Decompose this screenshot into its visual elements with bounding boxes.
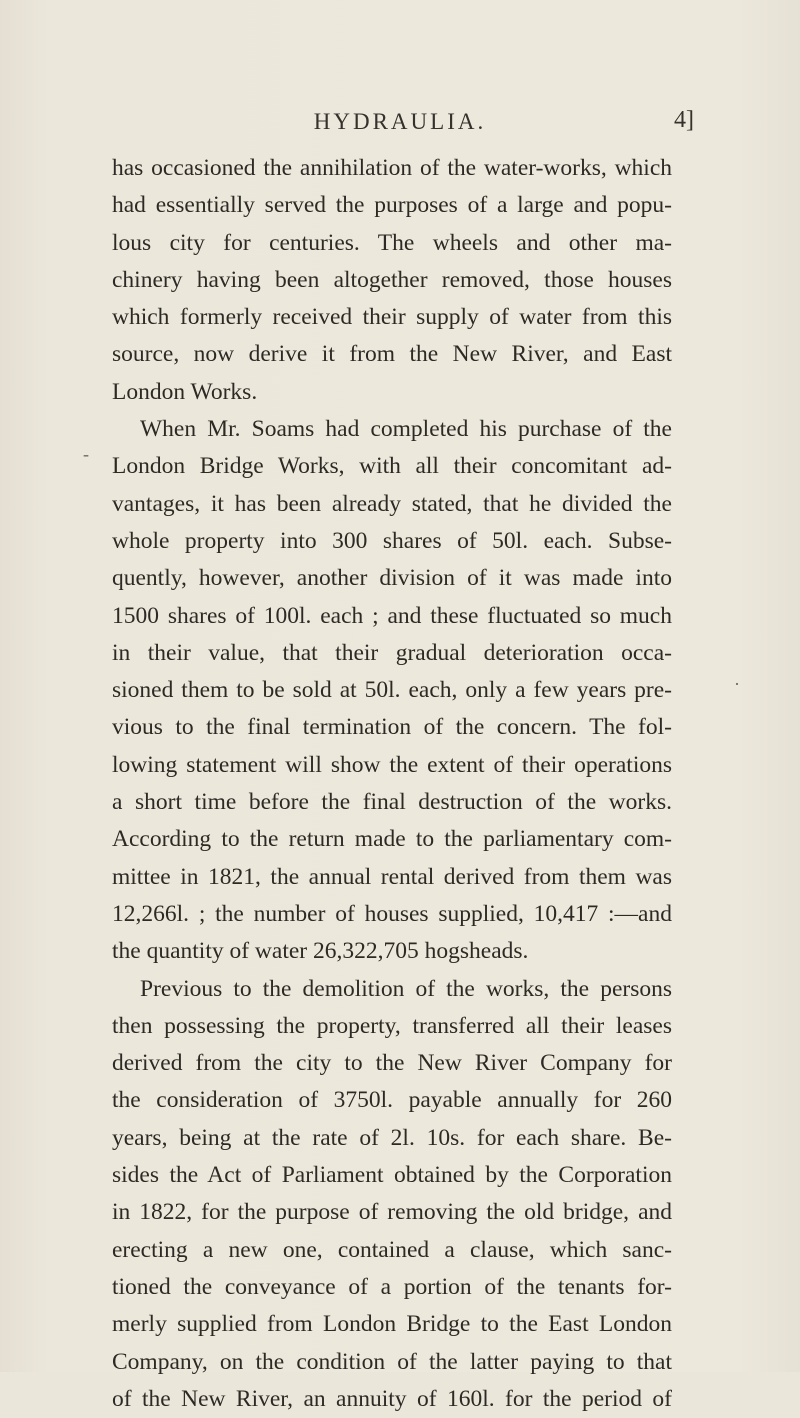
text-line: years, being at the rate of 2l. 10s. for each share. Be- — [112, 1124, 672, 1151]
body-text — [112, 150, 672, 1418]
text-line: derived from the city to the New River Company for — [112, 1050, 672, 1077]
text-line: 1500 shares of 100l. each ; and these fluctuated so much — [112, 602, 672, 629]
paragraph-start-line: Previous to the demolition of the works, the persons — [140, 975, 672, 1002]
text-line: source, now derive it from the New River, and East — [112, 341, 672, 368]
text-line: then possessing the property, transferred all their leases — [112, 1012, 672, 1039]
text-line: whole property into 300 shares of 50l. each. Subse- — [112, 527, 672, 554]
text-line: lous city for centuries. The wheels and other ma- — [112, 229, 672, 256]
running-title: HYDRAULIA. — [313, 109, 487, 134]
text-line: which formerly received their supply of water from this — [112, 304, 672, 331]
paragraph-start-line: When Mr. Soams had completed his purchase of the — [140, 416, 672, 443]
text-line: had essentially served the purposes of a large and popu- — [112, 192, 672, 219]
text-line: London Bridge Works, with all their concomitant ad- — [112, 453, 672, 480]
text-line: erecting a new one, contained a clause, which sanc- — [112, 1236, 672, 1263]
text-line: sioned them to be sold at 50l. each, only a few years pre- — [112, 677, 672, 704]
text-line: lowing statement will show the extent of their operations — [112, 751, 672, 778]
text-line: vantages, it has been already stated, that he divided the — [112, 490, 672, 517]
paragraph-end-line: London Works. — [112, 378, 258, 405]
text-line: quently, however, another division of it was made into — [112, 565, 672, 592]
text-line: in 1822, for the purpose of removing the old bridge, and — [112, 1199, 672, 1226]
running-head — [0, 105, 800, 141]
text-line: 12,266l. ; the number of houses supplied, 10,417 :—and — [112, 900, 672, 927]
margin-dot: · — [734, 674, 740, 694]
margin-dash: - — [83, 444, 89, 464]
text-line: has occasioned the annihilation of the water-works, which — [112, 155, 672, 181]
text-line: According to the return made to the parliamentary com- — [112, 826, 672, 853]
text-line: a short time before the final destruction of the works. — [112, 789, 672, 816]
text-line: mittee in 1821, the annual rental derived from them was — [112, 863, 672, 890]
paragraph-end-line: the quantity of water 26,322,705 hogsheads. — [112, 938, 529, 965]
text-line: vious to the final termination of the concern. The fol- — [112, 714, 672, 741]
text-line: sides the Act of Parliament obtained by the Corporation — [112, 1162, 672, 1189]
text-line: tioned the conveyance of a portion of the tenants for- — [112, 1273, 672, 1300]
text-line: chinery having been altogether removed, those houses — [112, 266, 672, 293]
text-line: the consideration of 3750l. payable annually for 260 — [112, 1087, 672, 1114]
text-line: merly supplied from London Bridge to the East London — [112, 1311, 672, 1338]
page-number: 4] — [674, 107, 694, 133]
text-line: of the New River, an annuity of 160l. for the period of — [112, 1385, 672, 1412]
text-line: in their value, that their gradual deterioration occa- — [112, 639, 672, 666]
text-line: Company, on the condition of the latter paying to that — [112, 1348, 672, 1375]
